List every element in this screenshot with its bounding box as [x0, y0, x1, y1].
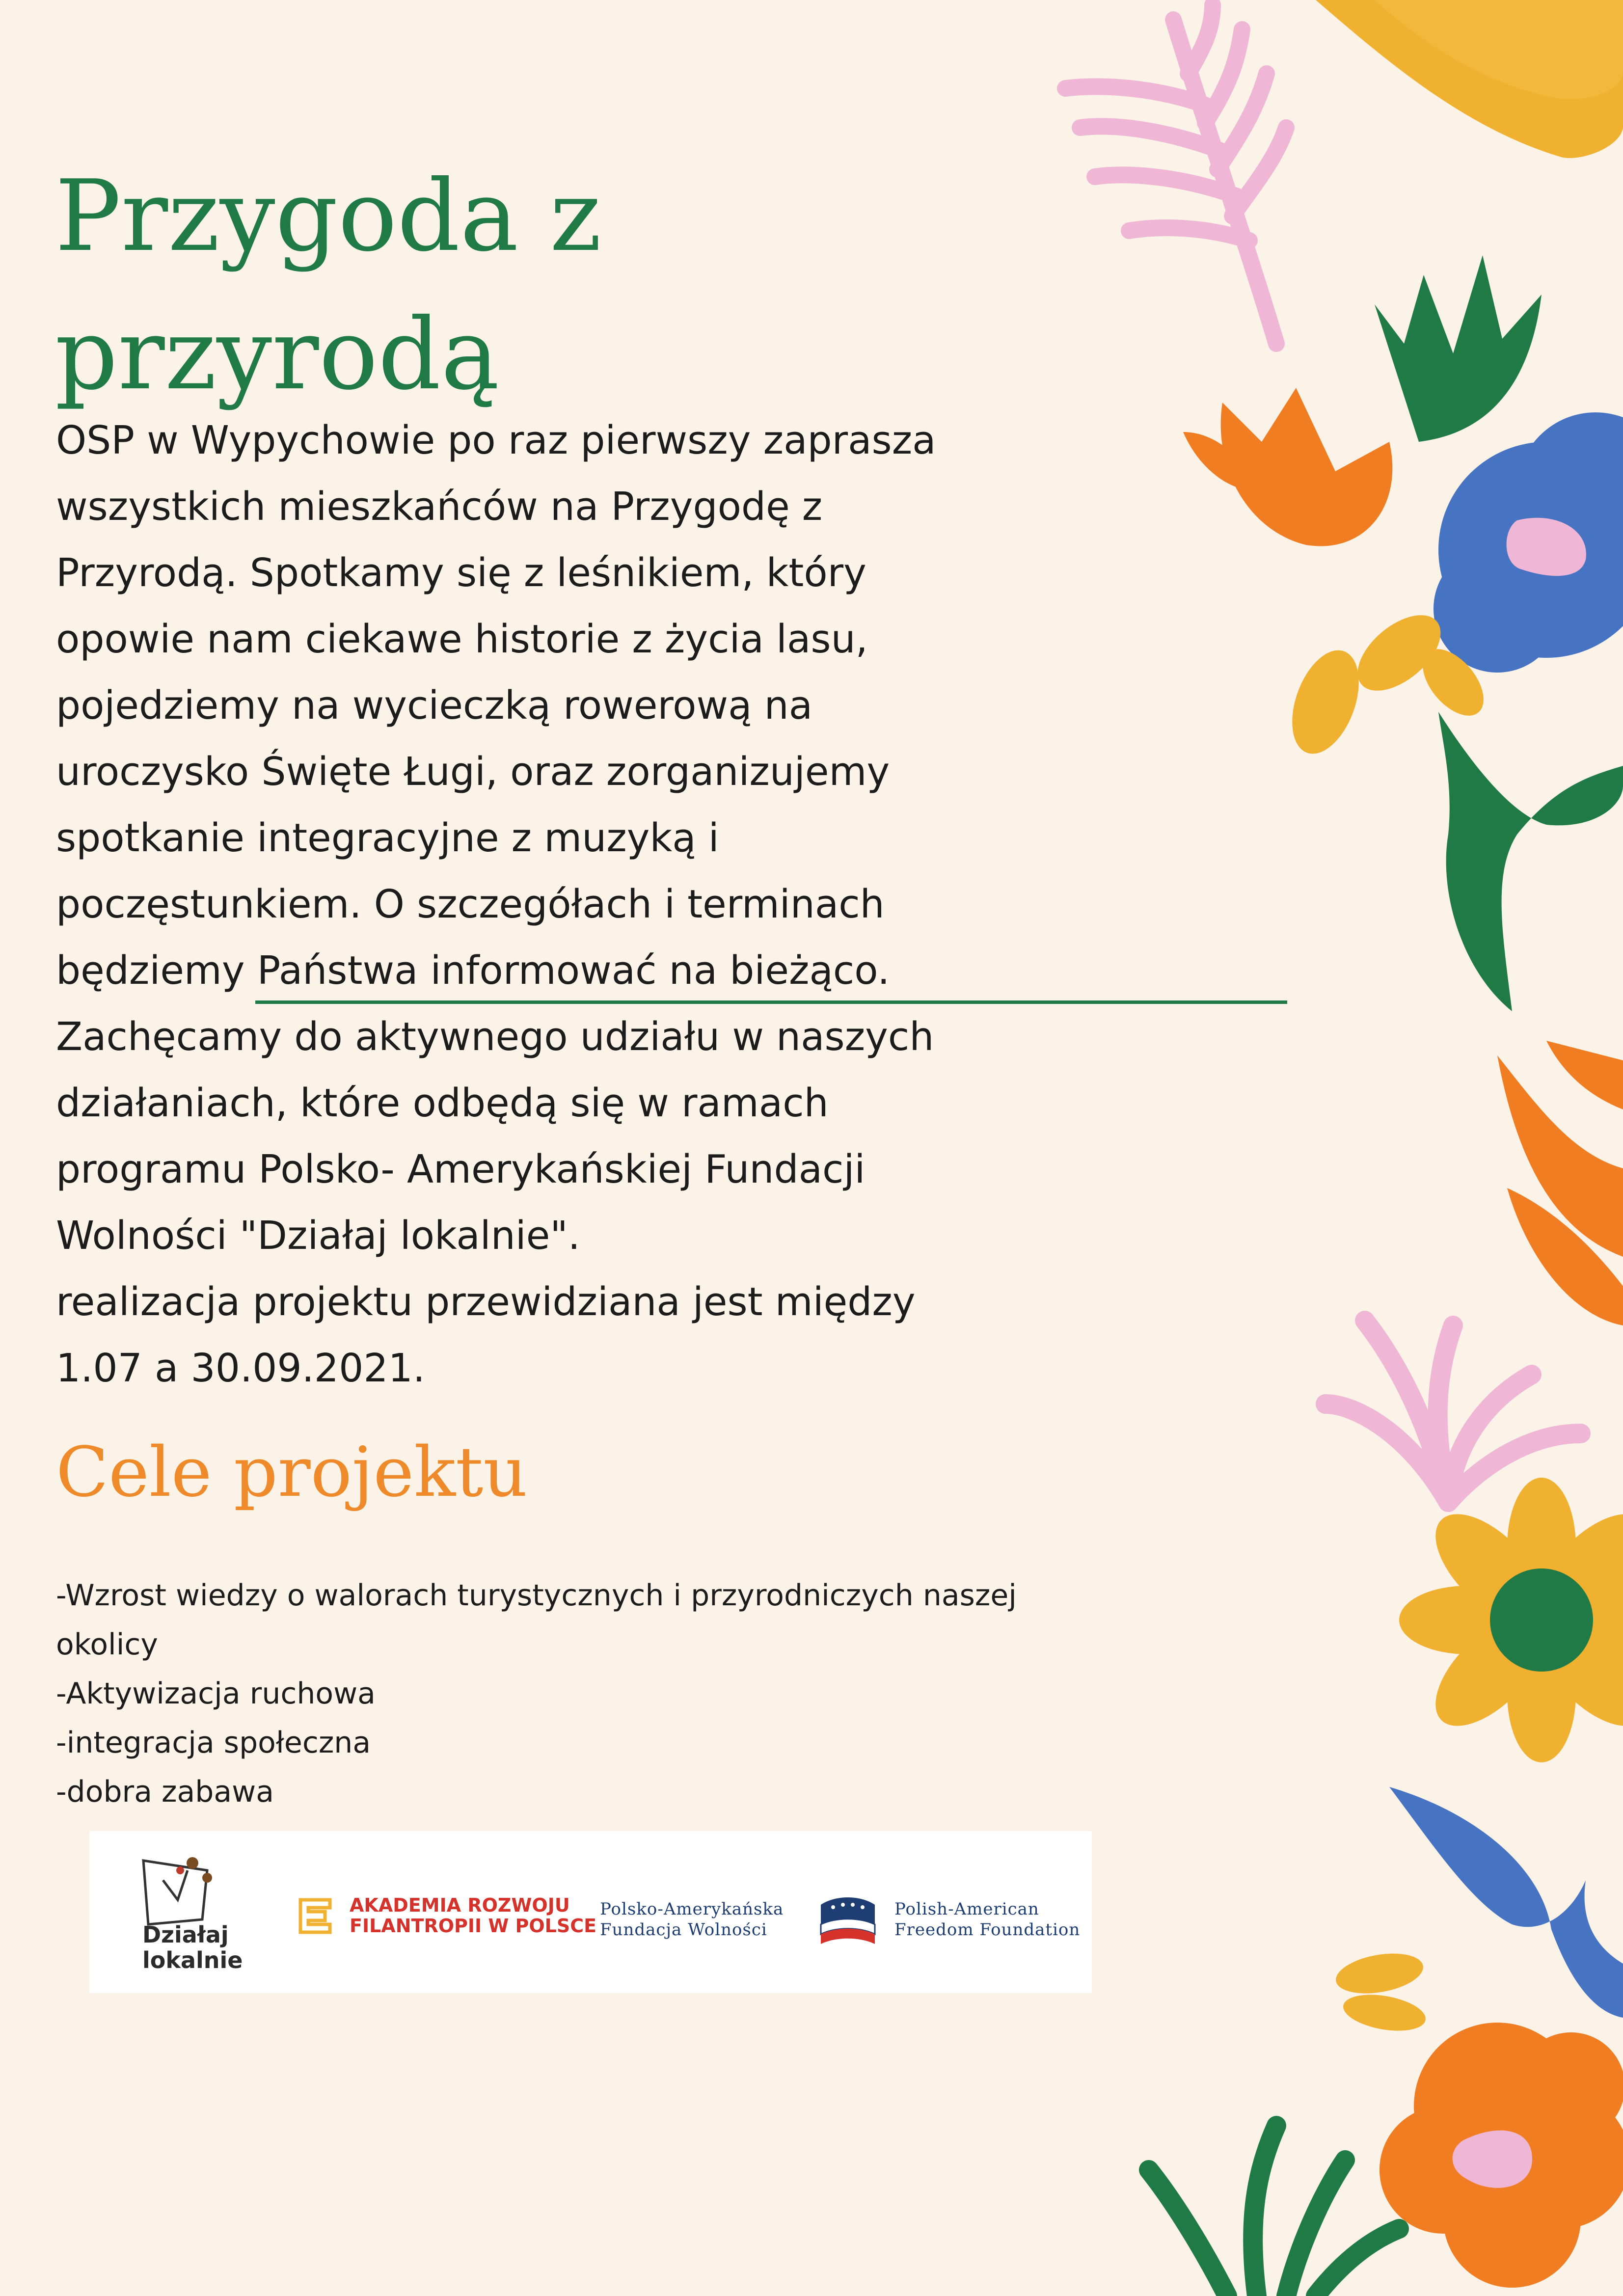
intro-line: działaniach, które odbędą się w ramach	[56, 1080, 829, 1126]
yellow-flower-icon	[1399, 1478, 1623, 1762]
intro-line: spotkanie integracyjne z muzyką i	[56, 815, 719, 861]
intro-line: 1.07 a 30.09.2021.	[56, 1346, 425, 1391]
pink-grass-icon	[1325, 1321, 1581, 1502]
goal-item: -Aktywizacja ruchowa	[56, 1676, 376, 1711]
pink-fern-icon	[1065, 5, 1286, 344]
intro-line: będziemy Państwa informować na bieżąco.	[56, 948, 890, 993]
intro-line: pojedziemy na wycieczką rowerową na	[56, 683, 813, 728]
akademia-logo-icon	[296, 1896, 336, 1936]
goals-heading: Cele projektu	[56, 1432, 528, 1513]
intro-line: Przyrodą. Spotkamy się z leśnikiem, który	[56, 550, 866, 595]
yellow-leaf-icon	[1316, 0, 1623, 158]
akademia-logo-text: AKADEMIA ROZWOJU FILANTROPII W POLSCE	[350, 1894, 597, 1937]
dzialaj-lokalnie-logo-text: Działaj lokalnie	[142, 1921, 243, 1973]
intro-line: realizacja projektu przewidziana jest między	[56, 1279, 916, 1324]
intro-line: programu Polsko- Amerykańskiej Fundacji	[56, 1147, 866, 1192]
divider-line	[255, 1000, 1287, 1004]
blue-flower-icon	[1434, 412, 1623, 673]
orange-leaf-icon	[1497, 1041, 1623, 1325]
intro-line: OSP w Wypychowie po raz pierwszy zaprasza	[56, 418, 936, 463]
flag-icon	[816, 1895, 880, 1951]
paff-english-logo-text: Polish-American Freedom Foundation	[894, 1899, 1081, 1940]
orange-flower-icon	[1380, 2023, 1623, 2288]
orange-tulip-icon	[1183, 388, 1392, 546]
page-title	[55, 147, 601, 424]
intro-line: opowie nam ciekawe historie z życia lasu,	[56, 617, 868, 662]
paff-polish-logo-text: Polsko-Amerykańska Fundacja Wolności	[600, 1899, 784, 1940]
intro-line: Zachęcamy do aktywnego udziału w naszych	[56, 1014, 934, 1059]
goal-item: -Wzrost wiedzy o walorach turystycznych i przyrodniczych naszej	[56, 1578, 1017, 1613]
goal-item: -dobra zabawa	[56, 1775, 274, 1809]
intro-paragraph	[56, 407, 1087, 1402]
goal-item: -integracja społeczna	[56, 1726, 371, 1760]
intro-line: wszystkich mieszkańców na Przygodę z	[56, 484, 823, 529]
green-leaf-icon	[1375, 255, 1542, 442]
yellow-petal-icon	[1333, 1947, 1429, 2036]
green-grass-icon	[1149, 2126, 1399, 2296]
intro-line: poczęstunkiem. O szczegółach i terminach	[56, 882, 885, 927]
intro-line: Wolności "Działaj lokalnie".	[56, 1213, 580, 1258]
title-text: Przygoda z przyrodą	[55, 159, 602, 412]
intro-line: uroczysko Święte Ługi, oraz zorganizujemy	[56, 749, 890, 794]
blue-leaf-icon	[1389, 1787, 1623, 2018]
goal-item: okolicy	[56, 1627, 158, 1662]
green-leaf-icon	[1438, 712, 1623, 1011]
sponsor-logos-strip	[89, 1831, 1092, 1993]
goals-list	[56, 1571, 1136, 1816]
